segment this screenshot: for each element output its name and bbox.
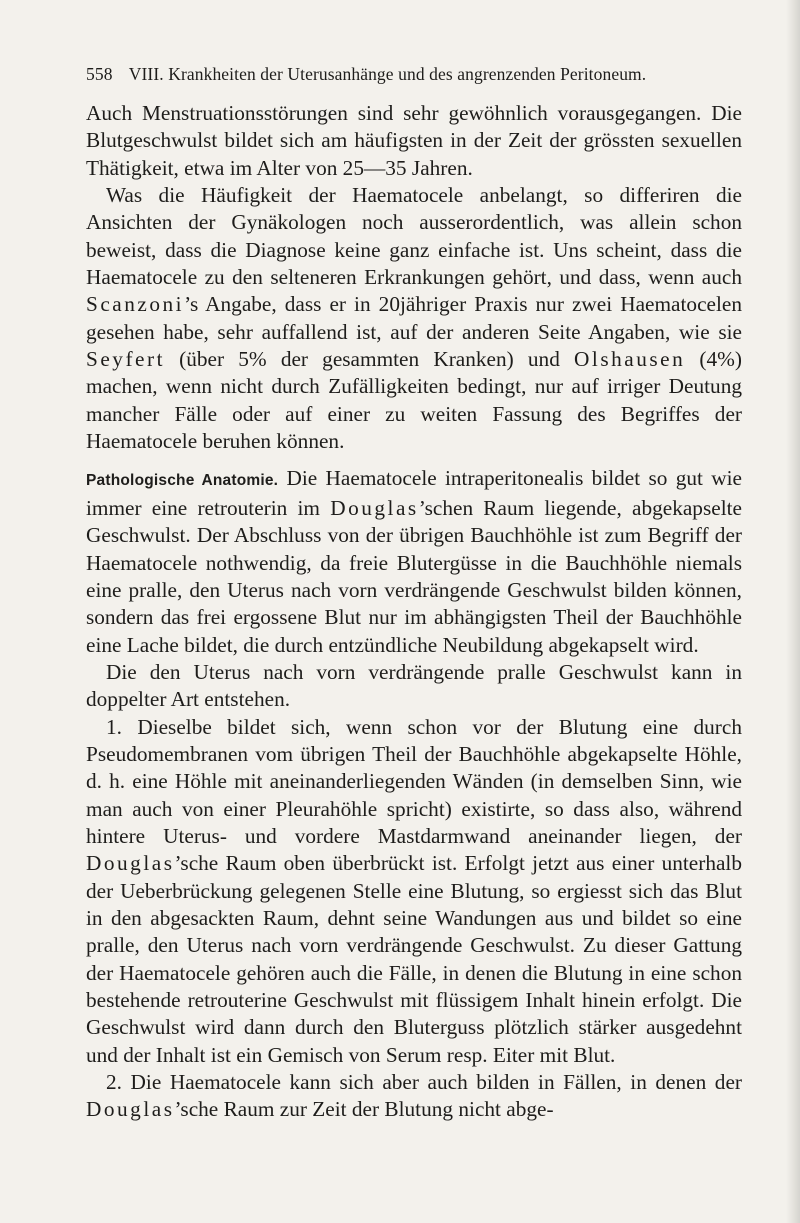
- author-name: Olshausen: [574, 347, 686, 372]
- author-name: Douglas: [86, 851, 175, 876]
- paragraph-text: Die den Uterus nach vorn verdrängende pralle Geschwulst kann in doppelter Art entstehen.: [86, 659, 742, 712]
- text-run: Die Haematocele intraperitonealis bildet so gut wie immer eine retrouterin im: [86, 466, 742, 520]
- text-run: ’s Angabe, dass er in 20jähriger Praxis nur zwei Haematocelen gesehen habe, sehr auffallend ist, auf der anderen Seite Angaben, wie sie: [86, 292, 742, 344]
- text-run: (4%) machen, wenn nicht durch Zufälligkeiten bedingt, nur auf irriger Deutung mancher Fälle oder auf einer zu weiten Fassung des Begriffes der Haematocele beruhen können.: [86, 347, 742, 454]
- paragraph-pathology: [86, 465, 742, 658]
- page-edge-shadow: [786, 0, 800, 1223]
- author-name: Seyfert: [86, 347, 165, 372]
- paragraph-case-one: [86, 714, 742, 1069]
- text-run: ’schen Raum liegende, abgekapselte Geschwulst. Der Abschluss von der übrigen Bauchhöhle ist zum Begriff der Haematocele nothwendig, da freie Blutergüsse in die Bauchhöhle niemals eine pralle, den Uterus nach vorn verdrängende Geschwulst bilden können, sondern das frei ergossene Blut nur im abhängigsten Theil der Bauchhöhle eine Lache bildet, die durch entzündliche Neubildung abgekapselt wird.: [86, 495, 742, 657]
- text-run: 1. Dieselbe bildet sich, wenn schon vor der Blutung eine durch Pseudomembranen vom übrigen Theil der Bauchhöhle abgekapselte Höhle, d. h. eine Höhle mit aneinanderliegenden Wänden (in demselben Sinn, wie man auch von einer Pleurahöhle spricht) existirte, so dass also, während hintere Uterus- und vordere Mastdarmwand aneinander liegen, der: [86, 714, 742, 848]
- page-number: 558: [86, 64, 113, 84]
- author-name: Douglas: [330, 495, 419, 520]
- paragraph-menstruation: [86, 100, 742, 182]
- text-run: 2. Die Haematocele kann sich aber auch bilden in Fällen, in denen der: [106, 1070, 742, 1095]
- running-header: [86, 64, 746, 85]
- running-title: VIII. Krankheiten der Uterusanhänge und des angrenzenden Peritoneum.: [128, 64, 647, 84]
- author-name: Douglas: [86, 1097, 175, 1122]
- section-heading: Pathologische Anatomie.: [86, 472, 279, 490]
- text-run: ’sche Raum oben überbrückt ist. Erfolgt jetzt aus einer unterhalb der Ueberbrückung gelegenen Stelle eine Blutung, so ergiesst sich das Blut in den abgesackten Raum, dehnt seine Wandungen aus und bildet so eine pralle, den Uterus nach vorn verdrängende Geschwulst. Zu dieser Gattung der Haematocele gehören auch die Fälle, in denen die Blutung in eine schon bestehende retrouterine Geschwulst mit flüssigem Inhalt hinein erfolgt. Die Geschwulst wird dann durch den Bluterguss plötzlich stärker ausgedehnt und der Inhalt ist ein Gemisch von Serum resp. Eiter mit Blut.: [86, 851, 742, 1067]
- paragraph-case-two: [86, 1069, 742, 1124]
- paragraph-two-ways: [86, 659, 742, 714]
- text-run: (über 5% der gesammten Kranken) und: [165, 347, 575, 372]
- author-name: Scanzoni: [86, 292, 185, 317]
- paragraph-text: Auch Menstruationsstörungen sind sehr gewöhnlich vorausgegangen. Die Blutgeschwulst bildet sich am häufigsten in der Zeit der grössten sexuellen Thätigkeit, etwa im Alter von 25—35 Jahren.: [86, 101, 742, 180]
- text-run: ’sche Raum zur Zeit der Blutung nicht abge-: [174, 1097, 554, 1122]
- body-text: [86, 100, 742, 1124]
- paragraph-frequency: [86, 182, 742, 455]
- text-run: Was die Häufigkeit der Haematocele anbelangt, so differiren die Ansichten der Gynäkologen noch ausserordentlich, was allein schon beweist, dass die Diagnose keine ganz einfache ist. Uns scheint, dass die Haematocele zu den selteneren Erkrankungen gehört, und dass, wenn auch: [86, 183, 742, 290]
